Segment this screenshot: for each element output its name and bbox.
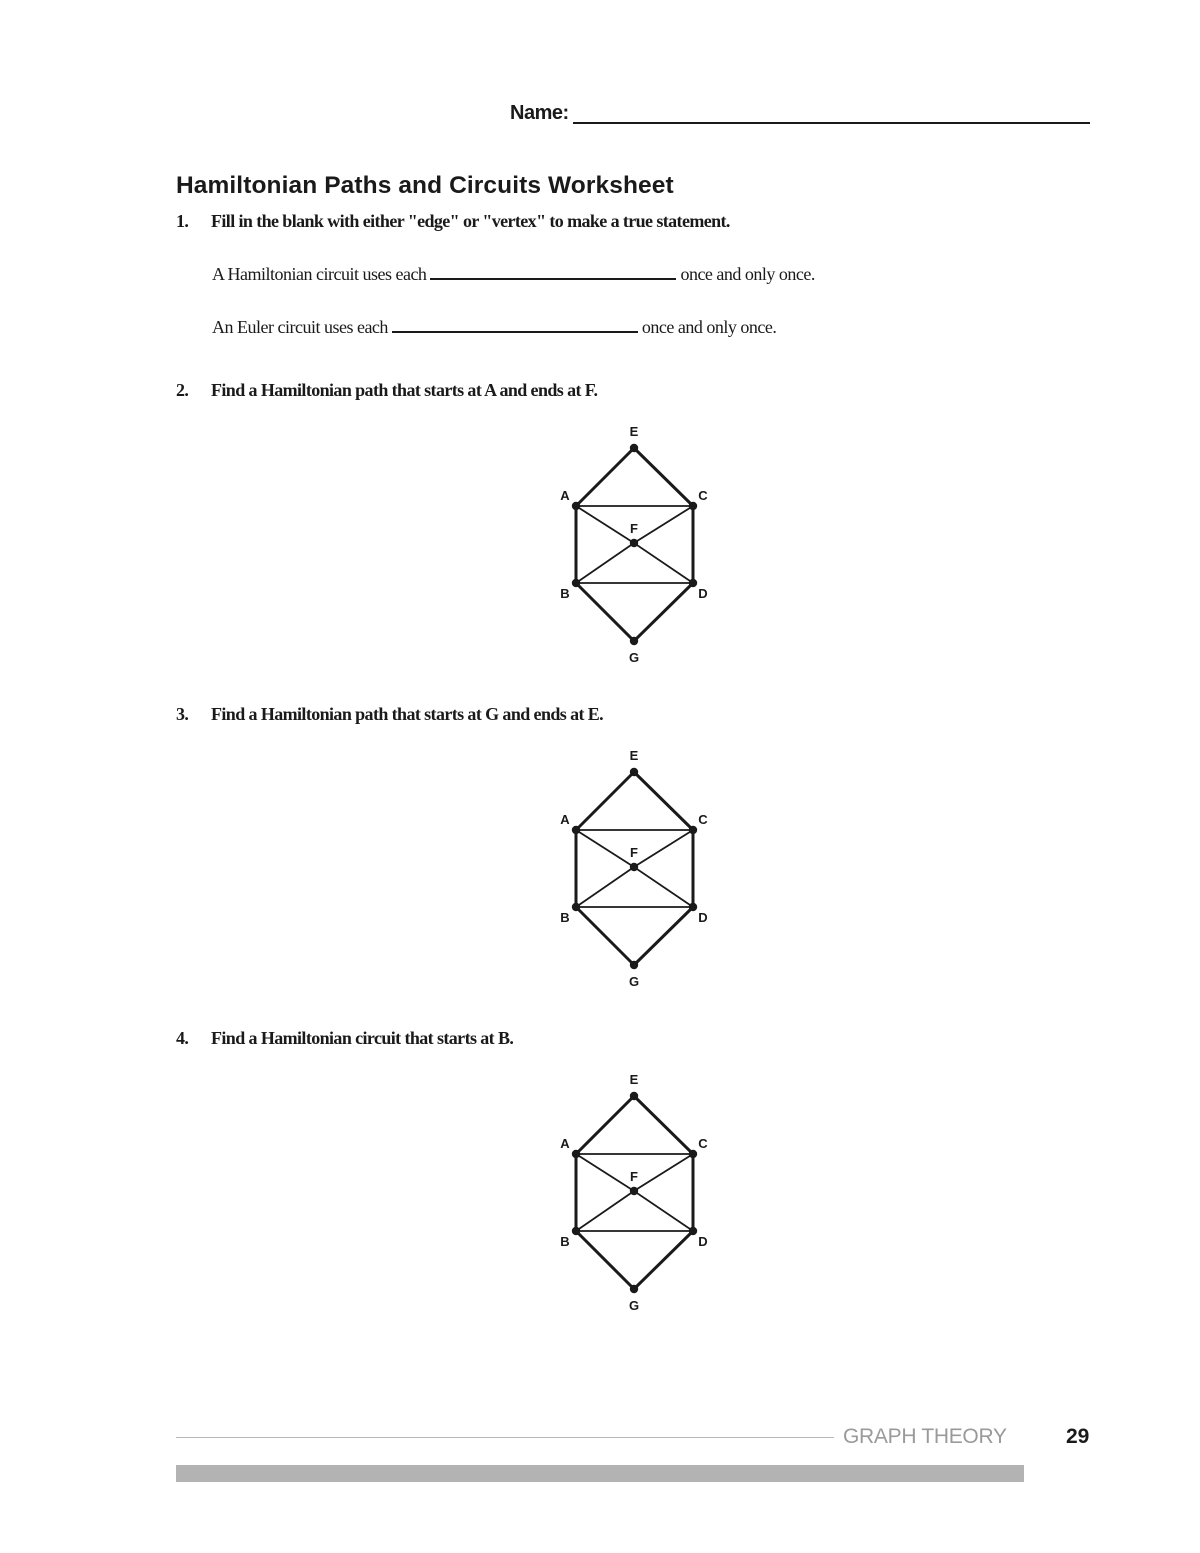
graph-edge-EC [634, 448, 693, 506]
graph-vertex-label-C: C [698, 488, 708, 503]
graph-diagram-2 [550, 418, 720, 668]
graph-vertex-label-D: D [698, 910, 708, 925]
graph-svg [550, 742, 720, 992]
fill-in-after: once and only once. [680, 264, 815, 284]
graph-edge-EC [634, 1096, 693, 1154]
graph-svg [550, 1066, 720, 1316]
question-number: 4. [176, 1028, 189, 1048]
graph-edge-BG [576, 583, 634, 641]
graph-vertex-G [630, 1285, 638, 1293]
graph-diagram-4 [550, 1066, 720, 1316]
footer-rule [176, 1437, 834, 1438]
name-blank-line[interactable] [573, 122, 1090, 124]
graph-vertex-C [689, 826, 697, 834]
graph-edge-FD [634, 1191, 693, 1231]
graph-vertex-E [630, 768, 638, 776]
worksheet-title: Hamiltonian Paths and Circuits Worksheet [176, 172, 674, 199]
graph-edge-DG [634, 907, 693, 965]
graph-edge-CF [634, 506, 693, 543]
footer-bar [176, 1465, 1024, 1482]
graph-vertex-D [689, 1227, 697, 1235]
graph-vertex-C [689, 1150, 697, 1158]
graph-vertex-B [572, 903, 580, 911]
graph-edge-AF [576, 1154, 634, 1191]
graph-vertex-label-F: F [630, 521, 638, 536]
graph-edge-DG [634, 583, 693, 641]
question-text: Find a Hamiltonian path that starts at G and ends at E. [211, 704, 604, 724]
question-1 [176, 211, 730, 232]
graph-vertex-label-E: E [629, 748, 639, 763]
graph-vertex-F [630, 863, 638, 871]
question-text: Find a Hamiltonian path that starts at A and ends at F. [211, 380, 598, 400]
graph-edge-CF [634, 830, 693, 867]
question-text: Fill in the blank with either "edge" or "vertex" to make a true statement. [211, 211, 730, 231]
graph-vertex-G [630, 637, 638, 645]
graph-edge-AF [576, 830, 634, 867]
question-number: 1. [176, 211, 189, 231]
fill-in-blank[interactable] [392, 330, 638, 333]
graph-vertex-label-A: A [560, 812, 570, 827]
graph-vertex-E [630, 444, 638, 452]
question-3 [176, 704, 603, 725]
graph-vertex-A [572, 502, 580, 510]
graph-vertex-label-A: A [560, 1136, 570, 1151]
graph-vertex-label-E: E [629, 1072, 639, 1087]
question-text: Find a Hamiltonian circuit that starts at B. [211, 1028, 514, 1048]
graph-vertex-G [630, 961, 638, 969]
name-field[interactable] [510, 100, 1090, 126]
graph-vertex-label-C: C [698, 1136, 708, 1151]
graph-svg [550, 418, 720, 668]
graph-vertex-label-F: F [630, 845, 638, 860]
graph-edge-FB [576, 867, 634, 907]
name-label: Name: [510, 102, 569, 124]
graph-vertex-label-B: B [560, 1234, 570, 1249]
question-number: 3. [176, 704, 189, 724]
fill-in-statement-1 [212, 264, 815, 285]
graph-vertex-A [572, 826, 580, 834]
graph-edge-FB [576, 543, 634, 583]
fill-in-after: once and only once. [641, 317, 777, 337]
question-number: 2. [176, 380, 189, 400]
graph-edge-BG [576, 907, 634, 965]
fill-in-statement-2 [212, 317, 776, 338]
graph-vertex-F [630, 539, 638, 547]
graph-edge-EC [634, 772, 693, 830]
graph-vertex-label-G: G [628, 974, 640, 989]
graph-edge-EA [576, 448, 634, 506]
page-number: 29 [1066, 1425, 1090, 1448]
graph-edge-BG [576, 1231, 634, 1289]
graph-vertex-label-E: E [629, 424, 639, 439]
graph-vertex-A [572, 1150, 580, 1158]
graph-vertex-B [572, 579, 580, 587]
graph-vertex-B [572, 1227, 580, 1235]
graph-edge-EA [576, 772, 634, 830]
fill-in-blank[interactable] [430, 277, 676, 280]
footer-section-label: GRAPH THEORY [843, 1425, 1007, 1448]
graph-edge-EA [576, 1096, 634, 1154]
fill-in-before: An Euler circuit uses each [212, 317, 388, 337]
graph-vertex-label-G: G [628, 650, 640, 665]
question-2 [176, 380, 597, 401]
fill-in-before: A Hamiltonian circuit uses each [212, 264, 427, 284]
graph-vertex-label-C: C [698, 812, 708, 827]
graph-vertex-label-D: D [698, 586, 708, 601]
graph-vertex-label-F: F [630, 1169, 638, 1184]
graph-vertex-label-D: D [698, 1234, 708, 1249]
graph-vertex-label-G: G [628, 1298, 640, 1313]
graph-vertex-label-B: B [560, 910, 570, 925]
graph-edge-FD [634, 543, 693, 583]
graph-edge-AF [576, 506, 634, 543]
graph-vertex-D [689, 903, 697, 911]
question-4 [176, 1028, 513, 1049]
graph-vertex-D [689, 579, 697, 587]
graph-edge-FB [576, 1191, 634, 1231]
graph-edge-DG [634, 1231, 693, 1289]
graph-edge-CF [634, 1154, 693, 1191]
graph-vertex-C [689, 502, 697, 510]
graph-edge-FD [634, 867, 693, 907]
graph-diagram-3 [550, 742, 720, 992]
graph-vertex-label-B: B [560, 586, 570, 601]
graph-vertex-E [630, 1092, 638, 1100]
graph-vertex-label-A: A [560, 488, 570, 503]
graph-vertex-F [630, 1187, 638, 1195]
